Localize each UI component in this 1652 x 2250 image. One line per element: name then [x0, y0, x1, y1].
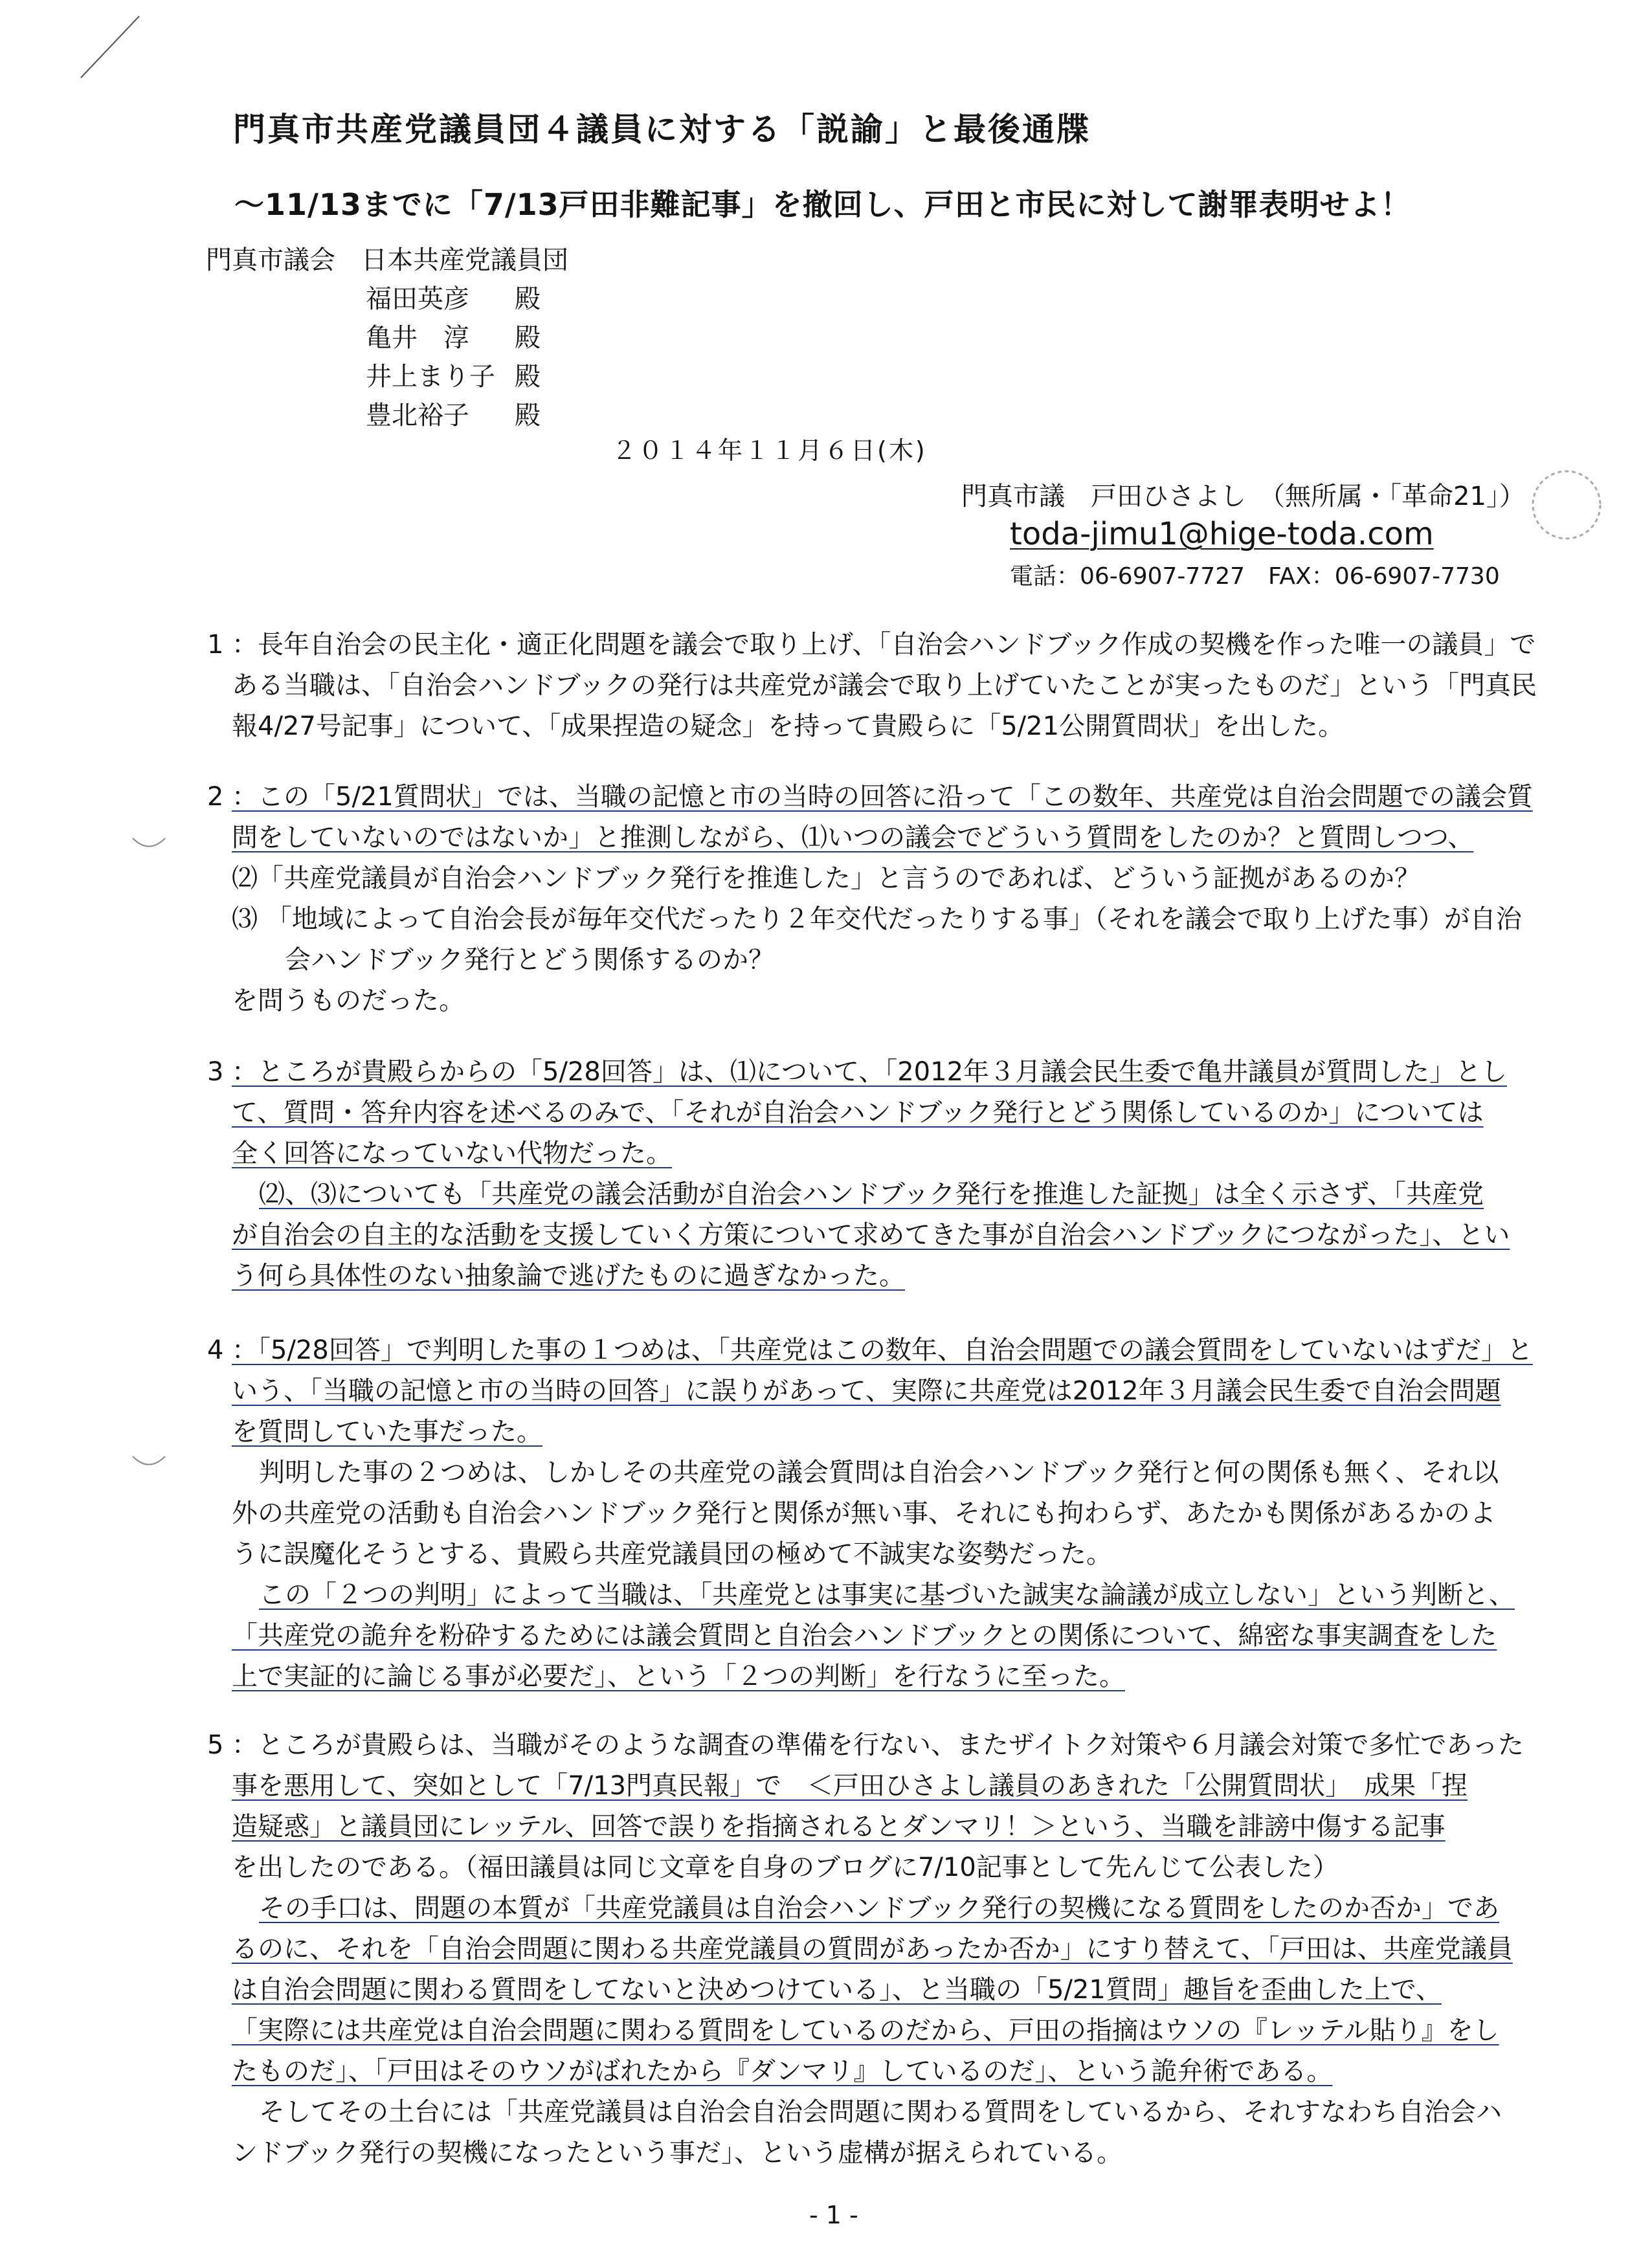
- sender-line: 門真市議 戸田ひさよし （無所属・「革命21」）: [961, 482, 1525, 511]
- paragraph-line: その手口は、問題の本質が「共産党議員は自治会ハンドブック発行の契機になる質問をしたのか否か」であ: [259, 1893, 1499, 1923]
- punch-hole-mark: [129, 1453, 168, 1473]
- paragraph-line: 4 ：「5/28回答」で判明した事の１つめは、「共産党はこの数年、自治会問題での議会質問をしていないはずだ」と: [207, 1330, 1592, 1371]
- paragraph-line: は自治会問題に関わる質問をしてないと決めつけている」、と当職の「5/21質問」趣旨を歪曲した上で、: [232, 1975, 1442, 2005]
- addressee-name: 豊北裕子: [366, 401, 469, 430]
- honorific: 殿: [515, 401, 541, 430]
- page-number: - 1 -: [809, 2201, 858, 2229]
- paragraph-line: 5 ：ところが貴殿らは、当職がそのような調査の準備を行ない、またザイトク対策や６月議会対策で多忙であった: [207, 1725, 1592, 1766]
- paragraph-line: 2 ：この「5/21質問状」では、当職の記憶と市の当時の回答に沿って「この数年、共産党は自治会問題での議会質: [207, 777, 1592, 818]
- paragraph-line: いう、「当職の記憶と市の当時の回答」に誤りがあって、実際に共産党は2012年３月議会民生委で自治会問題: [232, 1376, 1501, 1406]
- section-4: [207, 1330, 1592, 1697]
- paragraph-line: 造疑惑」と議員団にレッテル、回答で誤りを指摘されるとダンマリ！＞という、当職を誹謗中傷する記事: [232, 1812, 1446, 1842]
- paragraph-line: ンドブック発行の契機になったという事だ」、という虚構が据えられている。: [232, 2138, 1122, 2168]
- paragraph-line: 外の共産党の活動も自治会ハンドブック発行と関係が無い事、それにも拘わらず、あたかも関係があるかのよ: [232, 1498, 1496, 1528]
- section-5: [207, 1725, 1592, 2174]
- paragraph-line: が自治会の自主的な活動を支援していく方策について求めてきた事が自治会ハンドブックにつながった」、とい: [232, 1220, 1510, 1250]
- document-title: 門真市共産党議員団４議員に対する「説諭」と最後通牒: [233, 111, 1091, 148]
- paragraph-line: 上で実証的に論じる事が必要だ」、という「２つの判断」を行なうに至った。: [232, 1662, 1125, 1691]
- paragraph-line: 問をしていないのではないか」と推測しながら、⑴いつの議会でどういう質問をしたのか？と質問しつつ、: [232, 823, 1474, 852]
- paragraph-line: うに誤魔化そうとする、貴殿ら共産党議員団の極めて不誠実な姿勢だった。: [232, 1539, 1112, 1569]
- paragraph-line: 3 ：ところが貴殿らからの「5/28回答」は、⑴について、「2012年３月議会民生委で亀井議員が質問した」とし: [207, 1052, 1592, 1093]
- paragraph-line: たものだ」、「戸田はそのウソがばれたから『ダンマリ』しているのだ」、という詭弁術である。: [232, 2056, 1333, 2086]
- section-1: [207, 625, 1592, 747]
- honorific: 殿: [515, 323, 541, 353]
- paragraph-line: 「共産党の詭弁を粉砕するためには議会質問と自治会ハンドブックとの関係について、綿密な事実調査をした: [232, 1621, 1497, 1651]
- addressee-name: 井上まり子: [366, 362, 495, 392]
- paragraph-line: を問うものだった。: [232, 986, 465, 1016]
- paragraph-line: 1 ：長年自治会の民主化・適正化問題を議会で取り上げ、「自治会ハンドブック作成の契機を作った唯一の議員」で: [207, 625, 1592, 665]
- paragraph-line: を出したのである。（福田議員は同じ文章を自身のブログに7/10記事として先んじて公表した）: [232, 1853, 1339, 1882]
- paragraph-line: 「実際には共産党は自治会問題に関わる質問をしているのだから、戸田の指摘はウソの『レッテル貼り』をし: [232, 2016, 1499, 2045]
- section-number: 1: [207, 630, 224, 660]
- paragraph-line: 全く回答になっていない代物だった。: [232, 1139, 672, 1168]
- pen-stroke-mark: [74, 13, 146, 84]
- paragraph-line: 会ハンドブック発行とどう関係するのか？: [285, 945, 774, 975]
- paragraph-line: て、質問・答弁内容を述べるのみで、「それが自治会ハンドブック発行とどう関係しているのか」については: [232, 1098, 1484, 1128]
- honorific: 殿: [515, 284, 541, 314]
- document-subtitle: ～11/13までに「7/13戸田非難記事」を撤回し、戸田と市民に対して謝罪表明せよ！: [234, 187, 1411, 222]
- addressee-name: 亀井 淳: [366, 323, 469, 353]
- paragraph-line: この「２つの判明」によって当職は、「共産党とは事実に基づいた誠実な論議が成立しない」という判断と、: [259, 1580, 1515, 1610]
- paragraph-line: 判明した事の２つめは、しかしその共産党の議会質問は自治会ハンドブック発行と何の関係も無く、それ以: [259, 1458, 1499, 1487]
- paragraph-line: 報4/27号記事」について、「成果捏造の疑念」を持って貴殿らに「5/21公開質問状」を出した。: [232, 711, 1345, 741]
- paragraph-line: ⑶ 「地域によって自治会長が毎年交代だったり２年交代だったりする事」（それを議会で取り上げた事）が自治: [232, 904, 1522, 934]
- punch-hole-mark: [129, 835, 168, 854]
- paragraph-line: ⑵、⑶についても「共産党の議会活動が自治会ハンドブック発行を推進した証拠」は全く示さず、「共産党: [259, 1179, 1484, 1209]
- paragraph-line: う何ら具体性のない抽象論で逃げたものに過ぎなかった。: [232, 1261, 905, 1291]
- section-number: 4: [207, 1335, 224, 1365]
- stamp-mark: [1515, 463, 1618, 547]
- honorific: 殿: [515, 362, 541, 392]
- paragraph-line: ⑵「共産党議員が自治会ハンドブック発行を推進した」と言うのであれば、どういう証拠があるのか？: [232, 863, 1420, 893]
- paragraph-line: ある当職は、「自治会ハンドブックの発行は共産党が議会で取り上げていたことが実ったものだ」という「門真民: [232, 671, 1537, 700]
- section-number: 3: [207, 1057, 224, 1087]
- sender-email[interactable]: toda-jimu1@hige-toda.com: [1010, 516, 1434, 552]
- paragraph-line: 事を悪用して、突如として「7/13門真民報」で ＜戸田ひさよし議員のあきれた「公開質問状」 成果「捏: [232, 1771, 1468, 1801]
- section-2: [207, 777, 1592, 1021]
- section-3: [207, 1052, 1592, 1297]
- document-date: ２０１４年１１月６日(木): [612, 436, 927, 465]
- addressee-name: 福田英彦: [366, 284, 469, 314]
- sender-contact: 電話：06-6907-7727 FAX：06-6907-7730: [1010, 563, 1500, 590]
- section-number: 5: [207, 1730, 224, 1760]
- paragraph-line: るのに、それを「自治会問題に関わる共産党議員の質問があったか否か」にすり替えて、「戸田は、共産党議員: [232, 1934, 1513, 1964]
- paragraph-line: そしてその土台には「共産党議員は自治会自治会問題に関わる質問をしているから、それすなわち自治会ハ: [259, 2097, 1502, 2127]
- addressee-organization: 門真市議会 日本共産党議員団: [206, 245, 568, 275]
- section-number: 2: [207, 782, 224, 812]
- paragraph-line: を質問していた事だった。: [232, 1417, 542, 1447]
